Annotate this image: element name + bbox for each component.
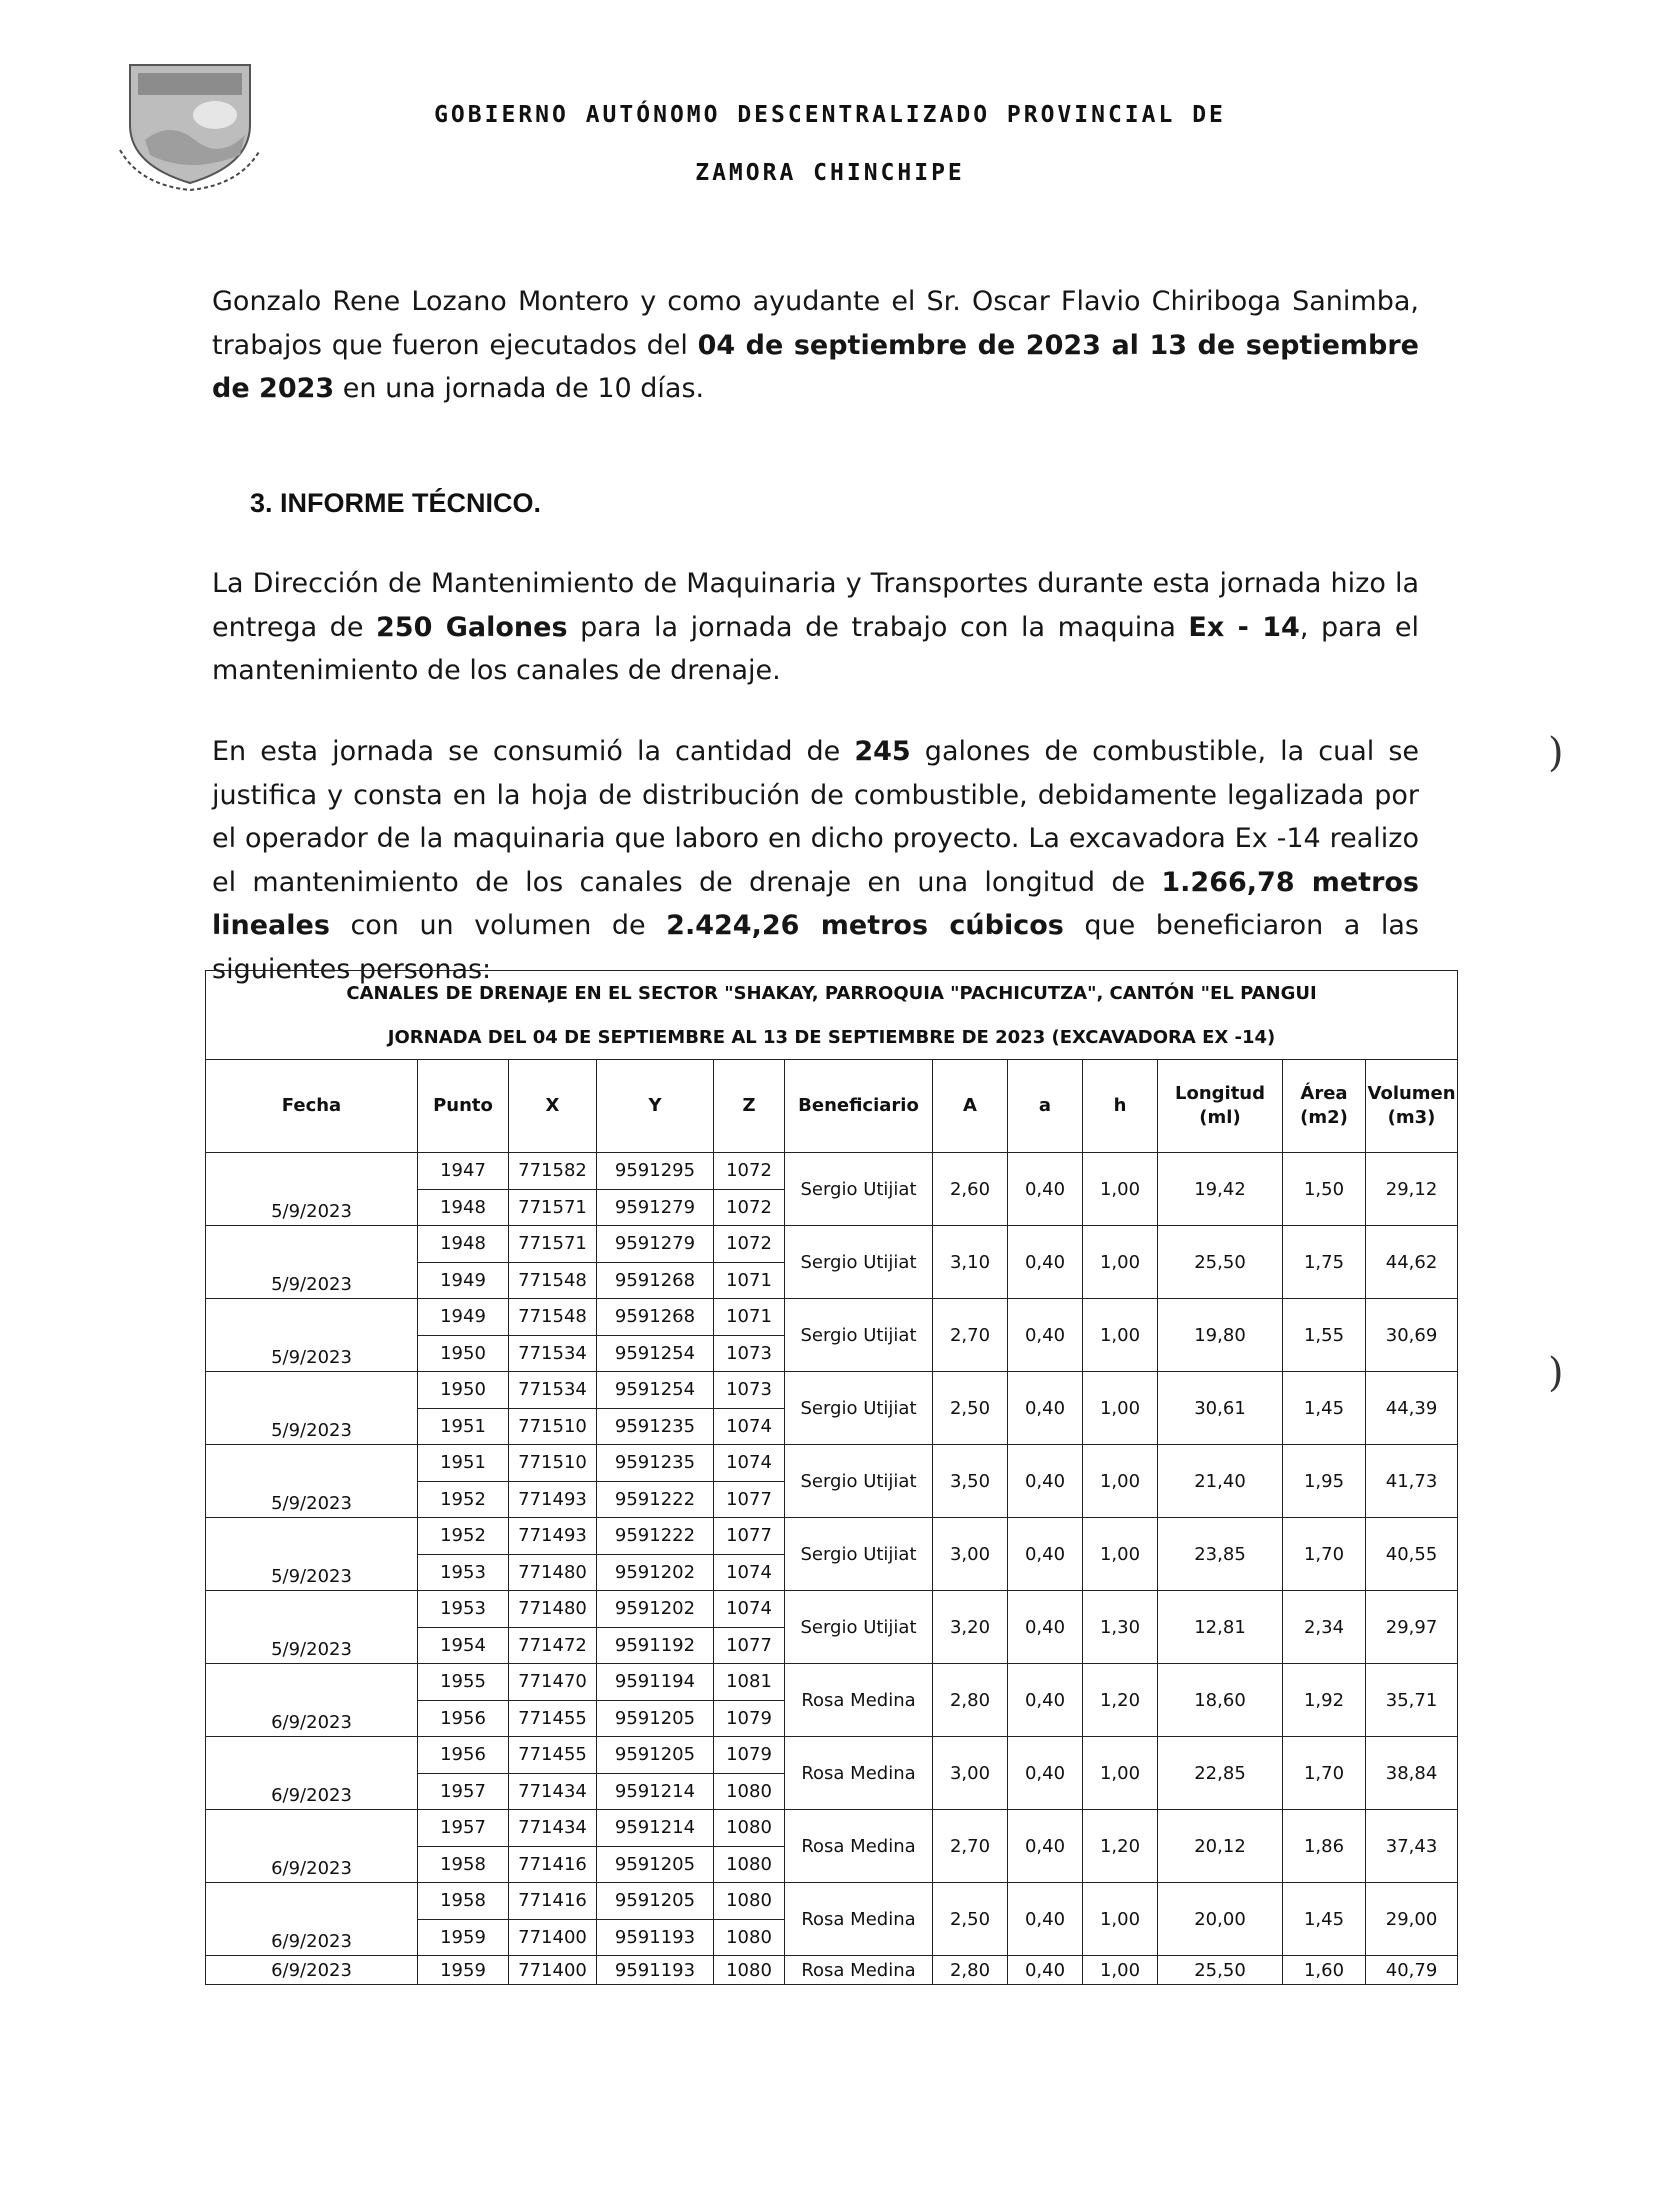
paragraph-fuel-consumption: En esta jornada se consumió la cantidad de 245 galones de combustible, la cual se justifica y consta en la hoja de distribución de combustible, debidamente legalizada por el operador de la maquinaria que laboro en dicho proyecto. La excavadora Ex -14 realizo el mantenimiento de los canales de drenaje en una longitud de 1.266,78 metros lineales con un volumen de 2.424,26 metros cúbicos que beneficiaron a las siguientes personas: xyxy=(212,736,1420,985)
cell-z: 1071 xyxy=(714,1262,785,1299)
cell-longitud: 22,85 xyxy=(1158,1737,1283,1810)
cell-z: 1080 xyxy=(714,1846,785,1883)
cell-a: 0,40 xyxy=(1008,1737,1083,1810)
cell-A: 2,60 xyxy=(933,1153,1008,1226)
column-header-y: Y xyxy=(597,1060,714,1153)
cell-volumen: 30,69 xyxy=(1366,1299,1458,1372)
cell-x: 771582 xyxy=(509,1153,597,1190)
cell-x: 771400 xyxy=(509,1956,597,1985)
cell-x: 771548 xyxy=(509,1299,597,1336)
cell-beneficiario: Rosa Medina xyxy=(785,1664,933,1737)
cell-y: 9591214 xyxy=(597,1810,714,1847)
cell-y: 9591202 xyxy=(597,1554,714,1591)
cell-x: 771480 xyxy=(509,1591,597,1628)
cell-z: 1072 xyxy=(714,1189,785,1226)
cell-h: 1,00 xyxy=(1083,1153,1158,1226)
cell-y: 9591205 xyxy=(597,1737,714,1774)
drainage-channels-table xyxy=(205,970,1458,1985)
cell-a: 0,40 xyxy=(1008,1956,1083,1985)
cell-y: 9591205 xyxy=(597,1700,714,1737)
cell-area: 1,60 xyxy=(1283,1956,1366,1985)
cell-A: 3,10 xyxy=(933,1226,1008,1299)
cell-z: 1077 xyxy=(714,1627,785,1664)
cell-x: 771400 xyxy=(509,1919,597,1956)
cell-punto: 1947 xyxy=(418,1153,509,1190)
table-body xyxy=(206,1153,1458,1985)
cell-area: 1,70 xyxy=(1283,1518,1366,1591)
table-row xyxy=(206,1737,1458,1774)
cell-y: 9591254 xyxy=(597,1372,714,1409)
cell-a: 0,40 xyxy=(1008,1591,1083,1664)
cell-longitud: 18,60 xyxy=(1158,1664,1283,1737)
cell-A: 3,50 xyxy=(933,1445,1008,1518)
cell-longitud: 23,85 xyxy=(1158,1518,1283,1591)
cell-volumen: 29,00 xyxy=(1366,1883,1458,1956)
column-header-z: Z xyxy=(714,1060,785,1153)
paragraph-work-dates: Gonzalo Rene Lozano Montero y como ayudante el Sr. Oscar Flavio Chiriboga Sanimba, trabajos que fueron ejecutados del 04 de septiembre de 2023 al 13 de septiembre de 2023 en una jornada de 10 días. xyxy=(212,286,1419,404)
cell-punto: 1951 xyxy=(418,1445,509,1482)
header-title-line-2: ZAMORA CHINCHIPE xyxy=(695,160,965,186)
cell-z: 1074 xyxy=(714,1445,785,1482)
cell-z: 1081 xyxy=(714,1664,785,1701)
table-row xyxy=(206,1591,1458,1628)
cell-z: 1077 xyxy=(714,1481,785,1518)
cell-y: 9591279 xyxy=(597,1189,714,1226)
cell-z: 1079 xyxy=(714,1737,785,1774)
cell-volumen: 41,73 xyxy=(1366,1445,1458,1518)
cell-fecha: 5/9/2023 xyxy=(206,1445,418,1518)
cell-punto: 1948 xyxy=(418,1189,509,1226)
table-row xyxy=(206,1883,1458,1920)
cell-y: 9591214 xyxy=(597,1773,714,1810)
cell-fecha: 5/9/2023 xyxy=(206,1153,418,1226)
cell-x: 771510 xyxy=(509,1445,597,1482)
cell-a: 0,40 xyxy=(1008,1810,1083,1883)
cell-longitud: 19,42 xyxy=(1158,1153,1283,1226)
cell-z: 1080 xyxy=(714,1883,785,1920)
cell-h: 1,20 xyxy=(1083,1664,1158,1737)
cell-beneficiario: Sergio Utijiat xyxy=(785,1299,933,1372)
cell-longitud: 20,00 xyxy=(1158,1883,1283,1956)
cell-punto: 1958 xyxy=(418,1846,509,1883)
cell-volumen: 38,84 xyxy=(1366,1737,1458,1810)
cell-x: 771470 xyxy=(509,1664,597,1701)
cell-y: 9591192 xyxy=(597,1627,714,1664)
cell-x: 771416 xyxy=(509,1883,597,1920)
cell-punto: 1950 xyxy=(418,1372,509,1409)
cell-fecha: 6/9/2023 xyxy=(206,1664,418,1737)
cell-punto: 1954 xyxy=(418,1627,509,1664)
table-subtitle: JORNADA DEL 04 DE SEPTIEMBRE AL 13 DE SEPTIEMBRE DE 2023 (EXCAVADORA EX -14) xyxy=(206,1015,1458,1060)
cell-z: 1072 xyxy=(714,1226,785,1263)
cell-y: 9591193 xyxy=(597,1956,714,1985)
cell-y: 9591222 xyxy=(597,1481,714,1518)
cell-beneficiario: Sergio Utijiat xyxy=(785,1445,933,1518)
cell-h: 1,20 xyxy=(1083,1810,1158,1883)
cell-z: 1080 xyxy=(714,1956,785,1985)
cell-z: 1079 xyxy=(714,1700,785,1737)
cell-longitud: 30,61 xyxy=(1158,1372,1283,1445)
cell-punto: 1957 xyxy=(418,1810,509,1847)
cell-h: 1,00 xyxy=(1083,1956,1158,1985)
cell-punto: 1959 xyxy=(418,1956,509,1985)
cell-punto: 1957 xyxy=(418,1773,509,1810)
cell-x: 771416 xyxy=(509,1846,597,1883)
cell-punto: 1950 xyxy=(418,1335,509,1372)
cell-x: 771472 xyxy=(509,1627,597,1664)
cell-area: 1,95 xyxy=(1283,1445,1366,1518)
table-row xyxy=(206,1445,1458,1482)
cell-A: 3,20 xyxy=(933,1591,1008,1664)
cell-a: 0,40 xyxy=(1008,1153,1083,1226)
cell-punto: 1952 xyxy=(418,1481,509,1518)
cell-volumen: 35,71 xyxy=(1366,1664,1458,1737)
cell-h: 1,30 xyxy=(1083,1591,1158,1664)
cell-area: 1,86 xyxy=(1283,1810,1366,1883)
cell-punto: 1951 xyxy=(418,1408,509,1445)
cell-beneficiario: Sergio Utijiat xyxy=(785,1372,933,1445)
cell-punto: 1955 xyxy=(418,1664,509,1701)
table-row xyxy=(206,1372,1458,1409)
paragraph-fuel-delivery: La Dirección de Mantenimiento de Maquinaria y Transportes durante esta jornada hizo la entrega de 250 Galones para la jornada de trabajo con la maquina Ex - 14, para el mantenimiento de los canales de drenaje. xyxy=(212,568,1419,686)
cell-area: 1,70 xyxy=(1283,1737,1366,1810)
cell-A: 2,50 xyxy=(933,1883,1008,1956)
cell-z: 1072 xyxy=(714,1153,785,1190)
cell-y: 9591222 xyxy=(597,1518,714,1555)
handwritten-mark: ) xyxy=(1548,1350,1564,1396)
cell-area: 1,92 xyxy=(1283,1664,1366,1737)
cell-area: 1,50 xyxy=(1283,1153,1366,1226)
cell-z: 1077 xyxy=(714,1518,785,1555)
cell-fecha: 6/9/2023 xyxy=(206,1956,418,1985)
cell-A: 2,80 xyxy=(933,1956,1008,1985)
column-header-punto: Punto xyxy=(418,1060,509,1153)
cell-y: 9591295 xyxy=(597,1153,714,1190)
cell-h: 1,00 xyxy=(1083,1445,1158,1518)
cell-x: 771493 xyxy=(509,1481,597,1518)
cell-fecha: 6/9/2023 xyxy=(206,1737,418,1810)
cell-z: 1073 xyxy=(714,1372,785,1409)
cell-punto: 1953 xyxy=(418,1554,509,1591)
cell-beneficiario: Rosa Medina xyxy=(785,1883,933,1956)
cell-volumen: 29,97 xyxy=(1366,1591,1458,1664)
cell-h: 1,00 xyxy=(1083,1518,1158,1591)
table-row xyxy=(206,1956,1458,1985)
cell-x: 771510 xyxy=(509,1408,597,1445)
column-header-h: h xyxy=(1083,1060,1158,1153)
cell-y: 9591205 xyxy=(597,1846,714,1883)
cell-area: 1,45 xyxy=(1283,1372,1366,1445)
table-row xyxy=(206,1153,1458,1190)
cell-punto: 1958 xyxy=(418,1883,509,1920)
cell-z: 1074 xyxy=(714,1554,785,1591)
cell-z: 1080 xyxy=(714,1773,785,1810)
cell-y: 9591193 xyxy=(597,1919,714,1956)
cell-z: 1074 xyxy=(714,1591,785,1628)
cell-y: 9591202 xyxy=(597,1591,714,1628)
cell-x: 771571 xyxy=(509,1189,597,1226)
cell-x: 771434 xyxy=(509,1773,597,1810)
cell-punto: 1949 xyxy=(418,1299,509,1336)
column-header-area: Área (m2) xyxy=(1283,1060,1366,1153)
cell-area: 1,45 xyxy=(1283,1883,1366,1956)
section-heading-informe-tecnico: 3. INFORME TÉCNICO. xyxy=(250,488,542,518)
provincial-seal-logo xyxy=(110,55,270,195)
cell-A: 2,80 xyxy=(933,1664,1008,1737)
cell-fecha: 5/9/2023 xyxy=(206,1299,418,1372)
cell-y: 9591194 xyxy=(597,1664,714,1701)
cell-h: 1,00 xyxy=(1083,1372,1158,1445)
handwritten-mark: ) xyxy=(1548,730,1564,776)
cell-x: 771534 xyxy=(509,1335,597,1372)
cell-beneficiario: Sergio Utijiat xyxy=(785,1591,933,1664)
cell-A: 2,50 xyxy=(933,1372,1008,1445)
cell-area: 1,75 xyxy=(1283,1226,1366,1299)
cell-beneficiario: Rosa Medina xyxy=(785,1810,933,1883)
cell-a: 0,40 xyxy=(1008,1664,1083,1737)
cell-x: 771455 xyxy=(509,1737,597,1774)
cell-A: 2,70 xyxy=(933,1299,1008,1372)
cell-h: 1,00 xyxy=(1083,1226,1158,1299)
column-header-longitud: Longitud (ml) xyxy=(1158,1060,1283,1153)
cell-volumen: 37,43 xyxy=(1366,1810,1458,1883)
cell-a: 0,40 xyxy=(1008,1883,1083,1956)
cell-punto: 1949 xyxy=(418,1262,509,1299)
cell-punto: 1948 xyxy=(418,1226,509,1263)
cell-y: 9591205 xyxy=(597,1883,714,1920)
column-header-a: a xyxy=(1008,1060,1083,1153)
cell-longitud: 25,50 xyxy=(1158,1956,1283,1985)
cell-z: 1074 xyxy=(714,1408,785,1445)
cell-punto: 1952 xyxy=(418,1518,509,1555)
cell-longitud: 19,80 xyxy=(1158,1299,1283,1372)
cell-x: 771571 xyxy=(509,1226,597,1263)
cell-z: 1080 xyxy=(714,1919,785,1956)
cell-y: 9591268 xyxy=(597,1299,714,1336)
table-title: CANALES DE DRENAJE EN EL SECTOR "SHAKAY, PARROQUIA "PACHICUTZA", CANTÓN "EL PANGUI xyxy=(206,971,1458,1016)
cell-volumen: 29,12 xyxy=(1366,1153,1458,1226)
cell-beneficiario: Rosa Medina xyxy=(785,1956,933,1985)
cell-y: 9591268 xyxy=(597,1262,714,1299)
cell-fecha: 6/9/2023 xyxy=(206,1883,418,1956)
cell-area: 1,55 xyxy=(1283,1299,1366,1372)
cell-longitud: 20,12 xyxy=(1158,1810,1283,1883)
cell-volumen: 40,55 xyxy=(1366,1518,1458,1591)
cell-fecha: 5/9/2023 xyxy=(206,1518,418,1591)
cell-h: 1,00 xyxy=(1083,1737,1158,1810)
table-row xyxy=(206,1810,1458,1847)
cell-a: 0,40 xyxy=(1008,1445,1083,1518)
cell-h: 1,00 xyxy=(1083,1299,1158,1372)
cell-volumen: 44,39 xyxy=(1366,1372,1458,1445)
cell-x: 771434 xyxy=(509,1810,597,1847)
cell-beneficiario: Rosa Medina xyxy=(785,1737,933,1810)
cell-fecha: 5/9/2023 xyxy=(206,1226,418,1299)
cell-longitud: 21,40 xyxy=(1158,1445,1283,1518)
cell-volumen: 44,62 xyxy=(1366,1226,1458,1299)
cell-beneficiario: Sergio Utijiat xyxy=(785,1153,933,1226)
cell-A: 3,00 xyxy=(933,1737,1008,1810)
cell-z: 1080 xyxy=(714,1810,785,1847)
cell-punto: 1953 xyxy=(418,1591,509,1628)
table-row xyxy=(206,1518,1458,1555)
cell-y: 9591254 xyxy=(597,1335,714,1372)
cell-beneficiario: Sergio Utijiat xyxy=(785,1226,933,1299)
cell-longitud: 12,81 xyxy=(1158,1591,1283,1664)
cell-x: 771480 xyxy=(509,1554,597,1591)
cell-h: 1,00 xyxy=(1083,1883,1158,1956)
column-header-volumen: Volumen (m3) xyxy=(1366,1060,1458,1153)
cell-a: 0,40 xyxy=(1008,1518,1083,1591)
cell-x: 771455 xyxy=(509,1700,597,1737)
column-header-fecha: Fecha xyxy=(206,1060,418,1153)
cell-punto: 1959 xyxy=(418,1919,509,1956)
cell-volumen: 40,79 xyxy=(1366,1956,1458,1985)
cell-beneficiario: Sergio Utijiat xyxy=(785,1518,933,1591)
cell-z: 1073 xyxy=(714,1335,785,1372)
cell-punto: 1956 xyxy=(418,1737,509,1774)
cell-area: 2,34 xyxy=(1283,1591,1366,1664)
column-header-beneficiario: Beneficiario xyxy=(785,1060,933,1153)
cell-y: 9591235 xyxy=(597,1408,714,1445)
cell-a: 0,40 xyxy=(1008,1299,1083,1372)
cell-a: 0,40 xyxy=(1008,1372,1083,1445)
cell-longitud: 25,50 xyxy=(1158,1226,1283,1299)
cell-x: 771548 xyxy=(509,1262,597,1299)
cell-A: 2,70 xyxy=(933,1810,1008,1883)
table-row xyxy=(206,1299,1458,1336)
cell-x: 771534 xyxy=(509,1372,597,1409)
cell-fecha: 5/9/2023 xyxy=(206,1591,418,1664)
cell-fecha: 5/9/2023 xyxy=(206,1372,418,1445)
table-row xyxy=(206,1664,1458,1701)
column-header-x: X xyxy=(509,1060,597,1153)
cell-y: 9591279 xyxy=(597,1226,714,1263)
column-header-A: A xyxy=(933,1060,1008,1153)
cell-punto: 1956 xyxy=(418,1700,509,1737)
cell-a: 0,40 xyxy=(1008,1226,1083,1299)
cell-z: 1071 xyxy=(714,1299,785,1336)
cell-y: 9591235 xyxy=(597,1445,714,1482)
table-row xyxy=(206,1226,1458,1263)
header-title-line-1: GOBIERNO AUTÓNOMO DESCENTRALIZADO PROVINCIAL DE xyxy=(434,102,1226,128)
cell-x: 771493 xyxy=(509,1518,597,1555)
cell-A: 3,00 xyxy=(933,1518,1008,1591)
cell-fecha: 6/9/2023 xyxy=(206,1810,418,1883)
